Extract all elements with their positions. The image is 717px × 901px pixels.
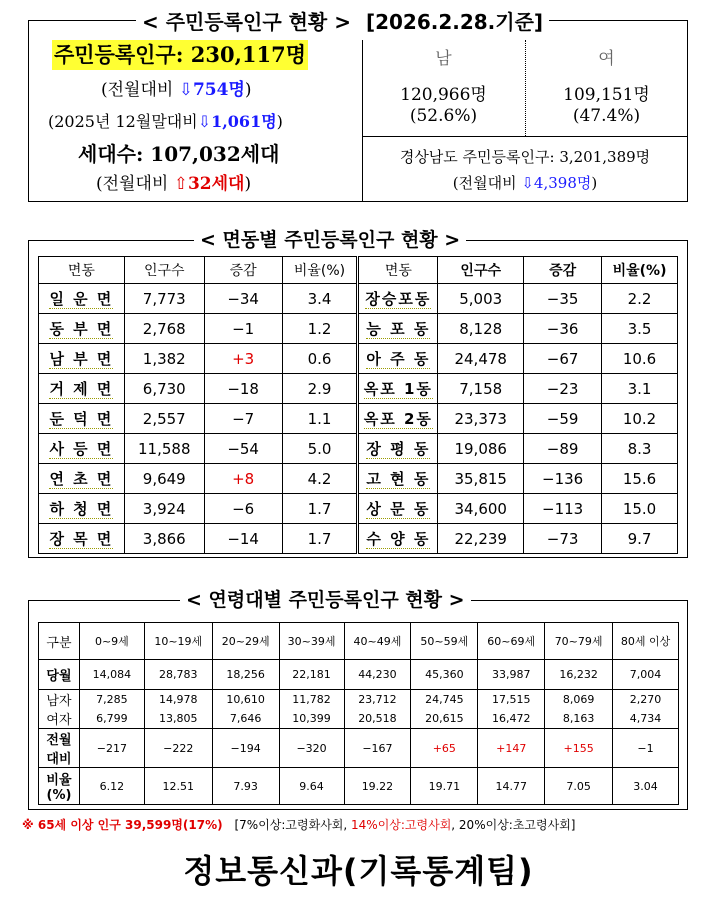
district-name: 연 초 면 [49, 470, 114, 488]
age-ratio-row-cell: 9.64 [279, 768, 344, 805]
age-female-row-cell: 6,799 [79, 709, 144, 729]
district-value-cell: 7,158 [438, 374, 524, 404]
district-name-cell [358, 314, 438, 344]
district-header-cell: 인구수 [438, 257, 524, 284]
district-value-cell: 1.7 [282, 494, 358, 524]
age-male-row-cell: 24,745 [411, 690, 478, 710]
age-change-row-cell: +147 [478, 729, 545, 768]
district-header-row [39, 257, 678, 284]
district-row [39, 404, 678, 434]
age-header-row-cell: 40~49세 [344, 623, 411, 660]
female-count: 109,151명 [563, 85, 650, 105]
reference-date: [2026.2.28.기준] [365, 10, 544, 34]
district-value-cell: −23 [524, 374, 602, 404]
age-table [38, 622, 679, 805]
age-header-row-cell: 50~59세 [411, 623, 478, 660]
age-ratio-row-label: 비율 (%) [39, 768, 80, 805]
district-name-cell [39, 464, 125, 494]
age-male-row [39, 690, 679, 710]
district-name: 남 부 면 [49, 350, 114, 368]
district-name: 장 목 면 [49, 530, 114, 548]
district-row [39, 284, 678, 314]
district-value-cell: 10.2 [602, 404, 678, 434]
district-header-cell: 증감 [204, 257, 282, 284]
age-ratio-row-cell: 7.05 [545, 768, 613, 805]
district-header-cell: 면동 [358, 257, 438, 284]
age-current-row-cell: 14,084 [79, 660, 144, 690]
department-name: 정보통신과(기록통계팀) [183, 852, 534, 890]
age-current-row-cell: 28,783 [144, 660, 212, 690]
district-name: 하 청 면 [49, 500, 114, 518]
population-yearend-change: (2025년 12월말대비⇩1,061명) [48, 112, 283, 131]
district-name-cell [39, 284, 125, 314]
age-female-row-label: 여자 [39, 709, 80, 729]
district-value-cell: −35 [524, 284, 602, 314]
age-male-row-cell: 23,712 [344, 690, 411, 710]
district-row [39, 374, 678, 404]
district-value-cell: 2,557 [124, 404, 204, 434]
district-name: 고 현 동 [366, 470, 431, 488]
district-header-cell: 비율(%) [602, 257, 678, 284]
district-value-cell: 1,382 [124, 344, 204, 374]
district-value-cell: 9.7 [602, 524, 678, 554]
district-value-cell: 2,768 [124, 314, 204, 344]
household-monthly-change: (전월대비 ⇧32세대) [96, 174, 252, 194]
male-percent: (52.6%) [409, 106, 478, 126]
age-female-row-cell: 7,646 [212, 709, 279, 729]
age-female-row [39, 709, 679, 729]
age-female-row-cell: 8,163 [545, 709, 613, 729]
age-header-row-cell: 60~69세 [478, 623, 545, 660]
district-name-cell [39, 494, 125, 524]
district-row [39, 434, 678, 464]
age-current-row [39, 660, 679, 690]
age-current-row-cell: 22,181 [279, 660, 344, 690]
district-value-cell: 3.5 [602, 314, 678, 344]
age-female-row-cell: 10,399 [279, 709, 344, 729]
district-value-cell: 19,086 [438, 434, 524, 464]
district-name: 능 포 동 [366, 320, 431, 338]
district-name: 옥포 2동 [363, 410, 433, 428]
district-value-cell: 8.3 [602, 434, 678, 464]
district-value-cell: −89 [524, 434, 602, 464]
female-percent: (47.4%) [572, 106, 641, 126]
age-change-row-cell: −194 [212, 729, 279, 768]
district-value-cell: −18 [204, 374, 282, 404]
age-male-row-label: 남자 [39, 690, 80, 710]
district-value-cell: −6 [204, 494, 282, 524]
age-current-row-label: 당월 [39, 660, 80, 690]
district-value-cell: 8,128 [438, 314, 524, 344]
district-value-cell: 24,478 [438, 344, 524, 374]
district-header-cell: 증감 [524, 257, 602, 284]
district-value-cell: 3,866 [124, 524, 204, 554]
age-header-row-cell: 80세 이상 [613, 623, 679, 660]
district-value-cell: −113 [524, 494, 602, 524]
district-value-cell: 22,239 [438, 524, 524, 554]
district-value-cell: 11,588 [124, 434, 204, 464]
age-change-row-cell: +65 [411, 729, 478, 768]
district-value-cell: 0.6 [282, 344, 358, 374]
age-female-row-cell: 20,615 [411, 709, 478, 729]
age-change-row-cell: −320 [279, 729, 344, 768]
age-header-row-cell: 70~79세 [545, 623, 613, 660]
district-name-cell [358, 374, 438, 404]
district-value-cell: −36 [524, 314, 602, 344]
district-name-cell [39, 524, 125, 554]
district-value-cell: 3.4 [282, 284, 358, 314]
age-male-row-cell: 14,978 [144, 690, 212, 710]
district-value-cell: 3,924 [124, 494, 204, 524]
district-value-cell: −34 [204, 284, 282, 314]
district-value-cell: 9,649 [124, 464, 204, 494]
age-female-row-cell: 4,734 [613, 709, 679, 729]
age-ratio-row-cell: 19.71 [411, 768, 478, 805]
district-header-cell: 면동 [39, 257, 125, 284]
district-value-cell: −7 [204, 404, 282, 434]
district-name: 장 평 동 [366, 440, 431, 458]
district-name-cell [358, 524, 438, 554]
district-name-cell [358, 404, 438, 434]
age-male-row-cell: 2,270 [613, 690, 679, 710]
district-value-cell: 2.9 [282, 374, 358, 404]
district-row [39, 344, 678, 374]
district-value-cell: 35,815 [438, 464, 524, 494]
district-value-cell: 34,600 [438, 494, 524, 524]
district-row [39, 494, 678, 524]
age-header-row-label: 구분 [39, 623, 80, 660]
district-name-cell [39, 314, 125, 344]
district-value-cell: 4.2 [282, 464, 358, 494]
population-monthly-change: (전월대비 ⇩754명) [101, 80, 252, 100]
district-name: 일 운 면 [49, 290, 114, 308]
age-current-row-cell: 7,004 [613, 660, 679, 690]
age-change-row-cell: −167 [344, 729, 411, 768]
age-header-row-cell: 10~19세 [144, 623, 212, 660]
age-male-row-cell: 11,782 [279, 690, 344, 710]
district-value-cell: 1.1 [282, 404, 358, 434]
elderly-footnote: ※ 65세 이상 인구 39,599명(17%) [7%이상:고령화사회, 14%이상:고령사회, 20%이상:초고령사회] [22, 818, 576, 832]
district-name-cell [39, 374, 125, 404]
district-name: 옥포 1동 [363, 380, 433, 398]
province-population: 경상남도 주민등록인구: 3,201,389명 [399, 148, 651, 166]
district-value-cell: 15.6 [602, 464, 678, 494]
district-row [39, 464, 678, 494]
district-value-cell: 6,730 [124, 374, 204, 404]
district-value-cell: −14 [204, 524, 282, 554]
district-name-cell [358, 494, 438, 524]
district-value-cell: −1 [204, 314, 282, 344]
district-row [39, 314, 678, 344]
district-title: < 면동별 주민등록인구 현황 > [194, 226, 466, 254]
age-female-row-cell: 13,805 [144, 709, 212, 729]
female-label: 여 [598, 49, 615, 69]
district-name: 사 등 면 [49, 440, 114, 458]
age-header-row-cell: 30~39세 [279, 623, 344, 660]
district-value-cell: −136 [524, 464, 602, 494]
age-ratio-row-cell: 12.51 [144, 768, 212, 805]
district-value-cell: +8 [204, 464, 282, 494]
district-value-cell: 10.6 [602, 344, 678, 374]
age-female-row-cell: 20,518 [344, 709, 411, 729]
age-current-row-cell: 33,987 [478, 660, 545, 690]
age-title: < 연령대별 주민등록인구 현황 > [180, 586, 471, 614]
age-header-row-cell: 0~9세 [79, 623, 144, 660]
age-ratio-row-cell: 14.77 [478, 768, 545, 805]
district-header-cell: 비율(%) [282, 257, 358, 284]
age-change-row-cell: +155 [545, 729, 613, 768]
age-ratio-row-cell: 19.22 [344, 768, 411, 805]
district-name-cell [358, 434, 438, 464]
district-value-cell: 23,373 [438, 404, 524, 434]
district-value-cell: 1.2 [282, 314, 358, 344]
district-header-cell: 인구수 [124, 257, 204, 284]
district-value-cell: −73 [524, 524, 602, 554]
age-change-row-cell: −222 [144, 729, 212, 768]
district-name: 동 부 면 [49, 320, 114, 338]
district-value-cell: 15.0 [602, 494, 678, 524]
district-value-cell: +3 [204, 344, 282, 374]
male-count: 120,966명 [400, 85, 487, 105]
district-name: 아 주 동 [366, 350, 431, 368]
household-count: 세대수: 107,032세대 [78, 142, 280, 166]
summary-title: < 주민등록인구 현황 > [2026.2.28.기준] [136, 8, 549, 36]
district-value-cell: 3.1 [602, 374, 678, 404]
age-header-row [39, 623, 679, 660]
district-name: 장승포동 [365, 290, 432, 308]
age-female-row-cell: 16,472 [478, 709, 545, 729]
district-value-cell: −54 [204, 434, 282, 464]
age-current-row-cell: 16,232 [545, 660, 613, 690]
age-male-row-cell: 10,610 [212, 690, 279, 710]
district-name: 상 문 동 [366, 500, 431, 518]
district-table [38, 256, 678, 554]
district-value-cell: −59 [524, 404, 602, 434]
district-value-cell: 7,773 [124, 284, 204, 314]
age-ratio-row [39, 768, 679, 805]
age-change-row-cell: −1 [613, 729, 679, 768]
male-label: 남 [435, 49, 452, 69]
district-value-cell: 5,003 [438, 284, 524, 314]
age-ratio-row-cell: 3.04 [613, 768, 679, 805]
age-male-row-cell: 17,515 [478, 690, 545, 710]
district-value-cell: 2.2 [602, 284, 678, 314]
age-male-row-cell: 8,069 [545, 690, 613, 710]
population-total: 주민등록인구: 230,117명 [52, 40, 308, 70]
age-change-row-label: 전월 대비 [39, 729, 80, 768]
district-name-cell [39, 434, 125, 464]
district-name-cell [39, 404, 125, 434]
district-name-cell [358, 464, 438, 494]
age-current-row-cell: 18,256 [212, 660, 279, 690]
age-change-row-cell: −217 [79, 729, 144, 768]
age-ratio-row-cell: 7.93 [212, 768, 279, 805]
district-row [39, 524, 678, 554]
age-male-row-cell: 7,285 [79, 690, 144, 710]
district-value-cell: −67 [524, 344, 602, 374]
district-name-cell [358, 284, 438, 314]
district-name: 수 양 동 [366, 530, 431, 548]
age-current-row-cell: 44,230 [344, 660, 411, 690]
district-name: 거 제 면 [49, 380, 114, 398]
age-current-row-cell: 45,360 [411, 660, 478, 690]
summary-divider-horizontal [362, 136, 688, 137]
age-change-row [39, 729, 679, 768]
province-monthly-change: (전월대비 ⇩4,398명) [452, 174, 598, 192]
age-ratio-row-cell: 6.12 [79, 768, 144, 805]
district-name-cell [39, 344, 125, 374]
district-name-cell [358, 344, 438, 374]
district-name: 둔 덕 면 [49, 410, 114, 428]
district-value-cell: 1.7 [282, 524, 358, 554]
district-value-cell: 5.0 [282, 434, 358, 464]
age-header-row-cell: 20~29세 [212, 623, 279, 660]
